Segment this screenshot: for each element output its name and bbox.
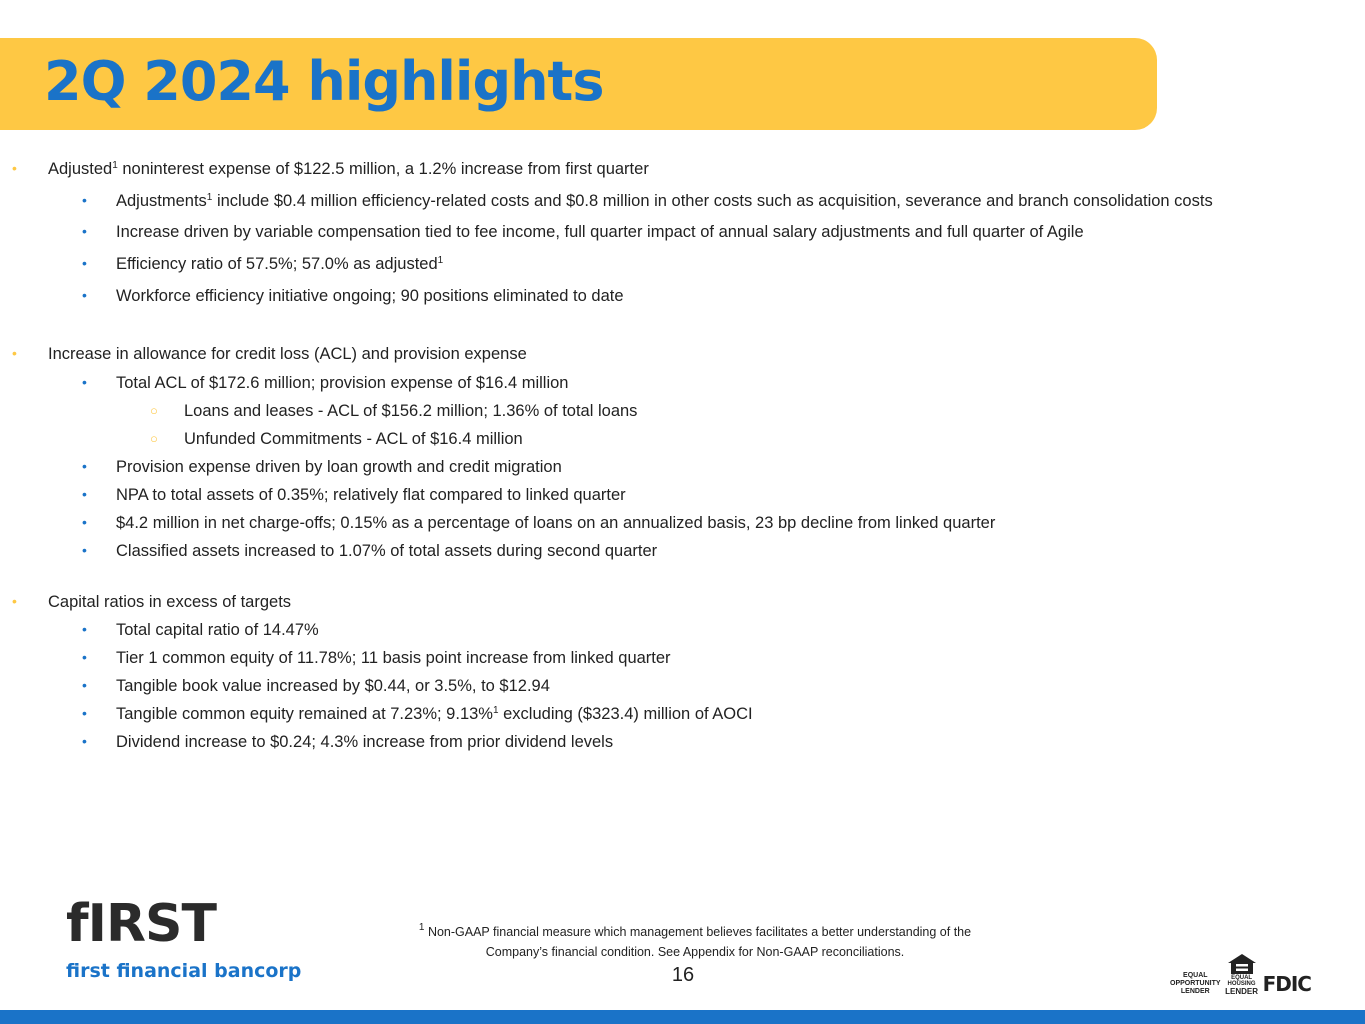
list-item: Workforce efficiency initiative ongoing; 90 positions eliminated to date [116,287,624,305]
house-icon [1227,953,1257,975]
list-item: Tier 1 common equity of 11.78%; 11 basis point increase from linked quarter [116,649,671,667]
footnote-mark: 1 [206,192,213,203]
list-item [116,704,753,724]
page-title: 2Q 2024 highlights [44,50,604,113]
text: OPPORTUNITY [1170,980,1221,987]
list-item: Tangible book value increased by $0.44, or 3.5%, to $12.94 [116,677,550,695]
text: EQUAL HOUSING [1227,975,1256,987]
logo-wordmark: fIRST [66,894,216,954]
circle-bullet-icon: ○ [150,431,158,446]
equal-housing-lender-badge [1227,953,1257,996]
list-item: Classified assets increased to 1.07% of total assets during second quarter [116,542,658,560]
bullet-icon: • [82,486,87,502]
bullet-icon: • [82,705,87,721]
page-number: 16 [671,964,695,986]
list-item: NPA to total assets of 0.35%; relatively flat compared to linked quarter [116,486,626,504]
circle-bullet-icon: ○ [150,403,158,418]
list-item: Total ACL of $172.6 million; provision expense of $16.4 million [116,374,569,392]
footnote-line [340,922,1050,942]
list-item: Total capital ratio of 14.47% [116,621,319,639]
bottom-bar [0,1010,1365,1024]
bullet-icon: • [82,733,87,749]
bullet-icon: • [82,287,87,303]
equal-opportunity-lender-badge [1170,972,1221,996]
bullet-icon: • [82,677,87,693]
text: Adjustments [116,192,207,210]
section-heading: Capital ratios in excess of targets [48,593,292,611]
bullet-icon: • [82,514,87,530]
list-item: Increase driven by variable compensation tied to fee income, full quarter impact of annual salary adjustments and full quarter of Agile [116,223,1084,241]
bullet-icon: • [12,593,17,609]
list-item: Dividend increase to $0.24; 4.3% increase from prior dividend levels [116,733,614,751]
bullet-icon: • [82,649,87,665]
footnote-line: Company’s financial condition. See Appendix for Non-GAAP reconciliations. [485,945,905,959]
text: noninterest expense of $122.5 million, a 1.2% increase from first quarter [117,160,649,178]
bullet-icon: • [82,255,87,271]
list-item [116,254,443,274]
list-item: Unfunded Commitments - ACL of $16.4 million [184,430,523,448]
text: Adjusted [48,160,113,178]
bullet-icon: • [12,160,17,176]
footnote-mark: 1 [437,255,444,266]
text: include $0.4 million efficiency-related costs and $0.8 million in other costs such as acquisition, severance and branch consolidation costs [212,192,1213,210]
bullet-icon: • [82,458,87,474]
bullet-icon: • [82,223,87,239]
section-heading: Increase in allowance for credit loss (ACL) and provision expense [48,345,527,363]
footnote-mark: 1 [418,922,425,933]
footnote [340,922,1050,962]
bullet-icon: • [82,192,87,208]
bullet-icon: • [12,345,17,361]
list-item: $4.2 million in net charge-offs; 0.15% as a percentage of loans on an annualized basis, 23 bp decline from linked quarter [116,514,996,532]
company-logo [66,894,302,982]
bullet-icon: • [82,542,87,558]
text: Tangible common equity remained at 7.23%; 9.13% [116,705,493,723]
footnote-mark: 1 [492,705,499,716]
list-item [116,191,1213,211]
text: excluding ($323.4) million of AOCI [498,705,753,723]
regulatory-badges [1170,953,1311,996]
list-item: Provision expense driven by loan growth and credit migration [116,458,562,476]
text: Non-GAAP financial measure which management believes facilitates a better understanding of the [424,925,972,939]
logo-tagline: first financial bancorp [66,960,302,982]
fdic-logo: FDIC [1262,972,1311,996]
text: Efficiency ratio of 57.5%; 57.0% as adjusted [116,255,438,273]
text: LENDER [1180,988,1210,995]
text: LENDER [1225,987,1259,996]
list-item: Loans and leases - ACL of $156.2 million; 1.36% of total loans [184,402,638,420]
bullet-icon: • [82,621,87,637]
bullet-icon: • [82,374,87,390]
footnote-mark: 1 [112,160,118,171]
section-heading [48,159,649,179]
text: EQUAL [1183,972,1208,979]
